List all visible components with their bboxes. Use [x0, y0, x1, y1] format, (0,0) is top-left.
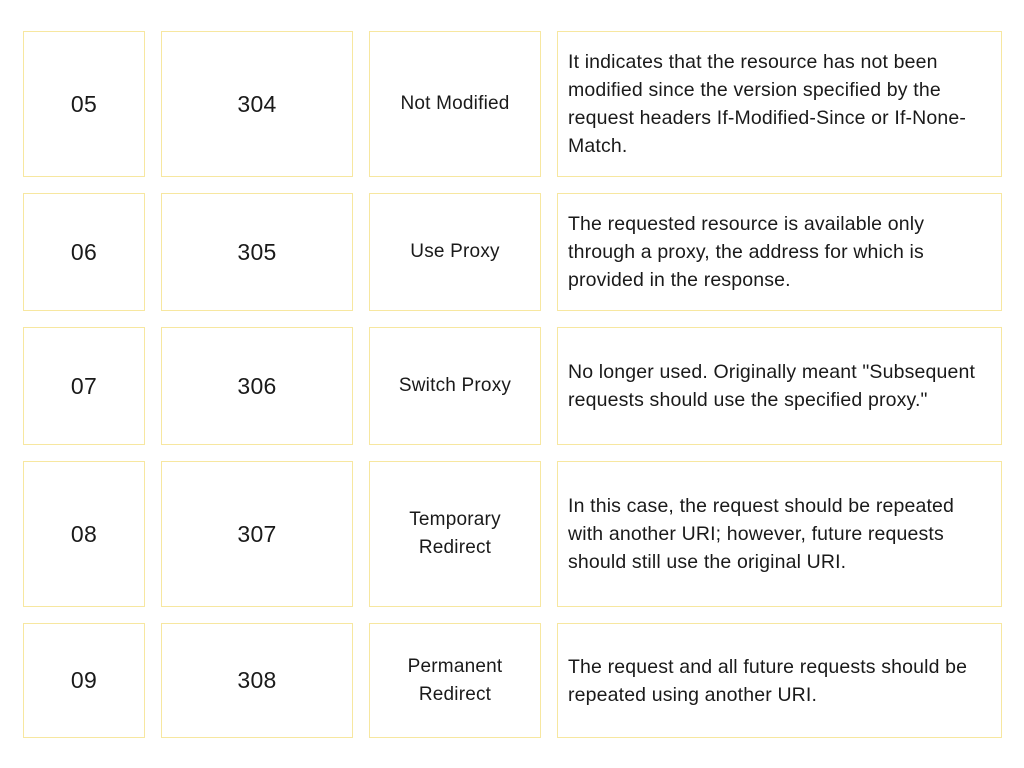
status-code: 304 [237, 90, 277, 117]
status-code: 308 [237, 667, 277, 693]
row-number-cell [23, 461, 145, 607]
status-description-cell [557, 31, 1002, 177]
status-name: Temporary Redirect [409, 509, 501, 558]
status-name-cell [369, 327, 541, 445]
status-name-cell [369, 623, 541, 738]
row-number: 06 [70, 238, 98, 265]
status-code-cell [161, 31, 353, 177]
row-number-cell [23, 193, 145, 311]
status-code-cell [161, 327, 353, 445]
row-number: 05 [70, 90, 98, 117]
status-code-cell [161, 623, 353, 738]
status-code: 307 [237, 520, 277, 547]
status-description-cell [557, 327, 1002, 445]
status-description: The requested resource is available only through a proxy, the address for which is provided in the response. [568, 213, 925, 291]
row-number-cell [23, 327, 145, 445]
row-number: 07 [70, 372, 98, 399]
status-description: It indicates that the resource has not been modified since the version specified by the request headers If-Modified-Since or If-None-Match. [568, 51, 967, 157]
row-number-cell [23, 31, 145, 177]
status-name: Use Proxy [410, 241, 500, 262]
status-name-cell [369, 193, 541, 311]
status-name: Not Modified [400, 93, 510, 114]
row-number: 09 [70, 667, 98, 693]
row-number: 08 [70, 520, 98, 547]
status-code-cell [161, 193, 353, 311]
status-description-cell [557, 461, 1002, 607]
status-name: Permanent Redirect [407, 655, 503, 705]
status-code: 306 [237, 372, 277, 399]
status-name-cell [369, 461, 541, 607]
status-description: In this case, the request should be repeated with another URI; however, future requests should still use the original URI. [568, 495, 955, 573]
status-name: Switch Proxy [398, 375, 512, 396]
status-description-cell [557, 623, 1002, 738]
status-code: 305 [237, 238, 277, 265]
row-number-cell [23, 623, 145, 738]
status-description: No longer used. Originally meant "Subsequent requests should use the specified proxy." [568, 361, 976, 411]
status-code-cell [161, 461, 353, 607]
status-description-cell [557, 193, 1002, 311]
status-name-cell [369, 31, 541, 177]
status-description: The request and all future requests should be repeated using another URI. [568, 655, 968, 706]
